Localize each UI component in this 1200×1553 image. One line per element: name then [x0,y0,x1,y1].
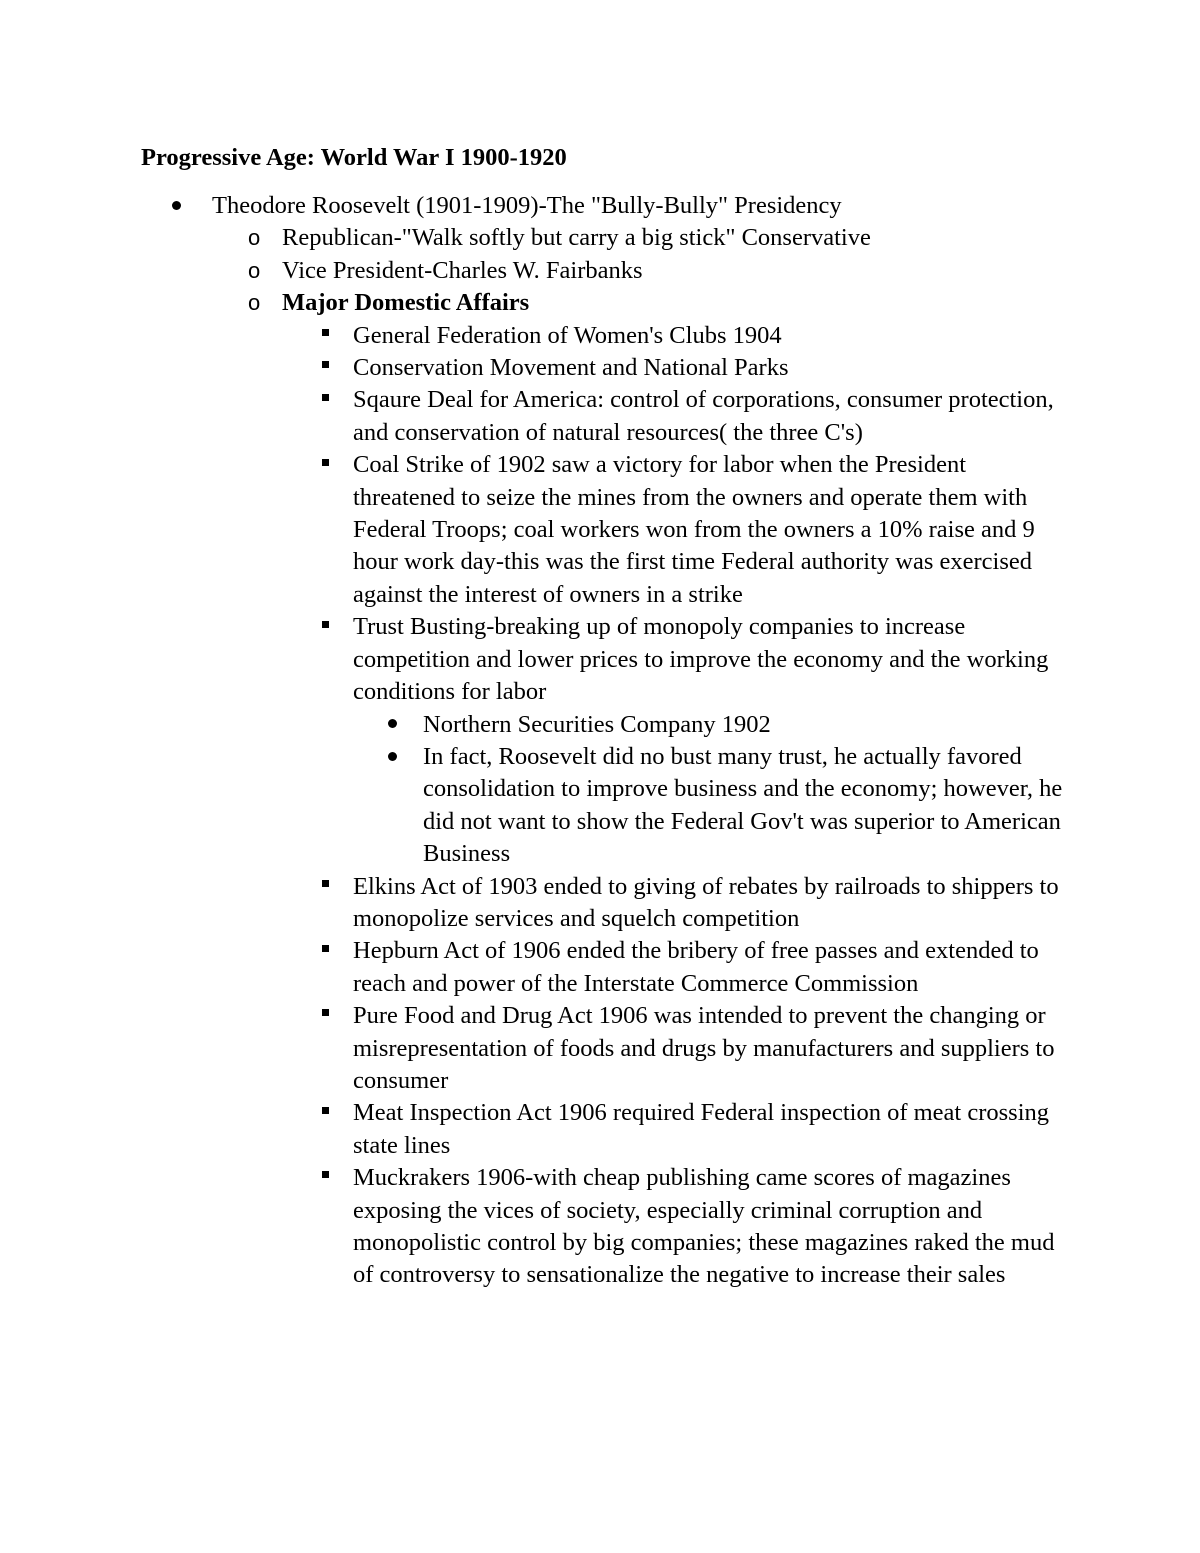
list-item [353,449,1092,611]
affair-text: Muckrakers 1906-with cheap publishing came scores of magazines exposing the vices of society, especially criminal corruption and monopolistic control by big companies; these magazines raked the mud of controversy to sensationalize the negative to increase their sales [353,1164,1055,1289]
detail-text: Northern Securities Company 1902 [423,710,771,738]
bullet-circle-icon: o [248,257,261,283]
bullet-square-icon [322,935,329,967]
bullet-circle-icon: o [248,225,261,251]
bullet-square-icon [322,384,329,416]
list-item [353,1097,1092,1162]
bullet-dot-icon [388,741,397,773]
list-item [353,611,1092,870]
affair-text: General Federation of Women's Clubs 1904 [353,321,782,349]
bullet-square-icon [322,352,329,384]
bullet-square-icon [322,320,329,352]
bullet-dot-icon [388,709,397,741]
list-item [423,741,1092,871]
list-item [353,935,1092,1000]
subitem-text: Vice President-Charles W. Fairbanks [282,256,643,284]
affair-text: Conservation Movement and National Parks [353,354,789,382]
bullet-square-icon [322,871,329,903]
bullet-circle-icon: o [248,290,261,316]
affair-text: Pure Food and Drug Act 1906 was intended to prevent the changing or misrepresentation of foods and drugs by manufacturers and suppliers to consumer [353,1002,1055,1094]
trust-busting-list [423,709,1092,871]
list-item [353,1162,1092,1292]
bullet-square-icon [322,1000,329,1032]
list-item [353,384,1092,449]
detail-text: In fact, Roosevelt did no bust many trust, he actually favored consolidation to improve business and the economy; however, he did not want to show the Federal Gov't was superior to American Business [423,742,1063,868]
list-item-republican [248,222,1092,254]
affair-text: Sqaure Deal for America: control of corporations, consumer protection, and conservation of natural resources( the three C's) [353,386,1054,446]
list-item [353,871,1092,936]
list-item [353,1000,1092,1097]
subitem-text: Republican-"Walk softly but carry a big stick" Conservative [282,224,871,252]
affair-text: Elkins Act of 1903 ended to giving of rebates by railroads to shippers to monopolize services and squelch competition [353,872,1059,932]
outline-list [212,190,1092,1292]
list-item [353,352,1092,384]
section-heading: Theodore Roosevelt (1901-1909)-The "Bully-Bully" Presidency [212,192,842,219]
bullet-square-icon [322,1162,329,1194]
list-item-domestic-affairs [248,287,1092,1292]
bullet-square-icon [322,611,329,643]
bullet-square-icon [322,1097,329,1129]
bullet-dot-icon [172,190,181,222]
document-title: Progressive Age: World War I 1900-1920 [141,144,567,171]
domestic-affairs-list [353,320,1092,1292]
affair-text: Trust Busting-breaking up of monopoly companies to increase competition and lower prices to improve the economy and the working conditions for labor [353,613,1049,706]
affair-text: Coal Strike of 1902 saw a victory for labor when the President threatened to seize the mines from the owners and operate them with Federal Troops; coal workers won from the owners a 10% raise and 9 hour work day-this was the first time Federal authority was exercised against the interest of owners in a strike [353,451,1035,608]
affair-text: Meat Inspection Act 1906 required Federal inspection of meat crossing state lines [353,1099,1050,1159]
bullet-square-icon [322,449,329,481]
list-item [353,320,1092,352]
subheading-domestic-affairs: Major Domestic Affairs [282,289,530,317]
affair-text: Hepburn Act of 1906 ended the bribery of free passes and extended to reach and power of the Interstate Commerce Commission [353,937,1039,997]
roosevelt-sublist [248,222,1092,1291]
list-item [423,709,1092,741]
list-item-vice-president [248,255,1092,287]
list-item-roosevelt [212,190,1092,1292]
